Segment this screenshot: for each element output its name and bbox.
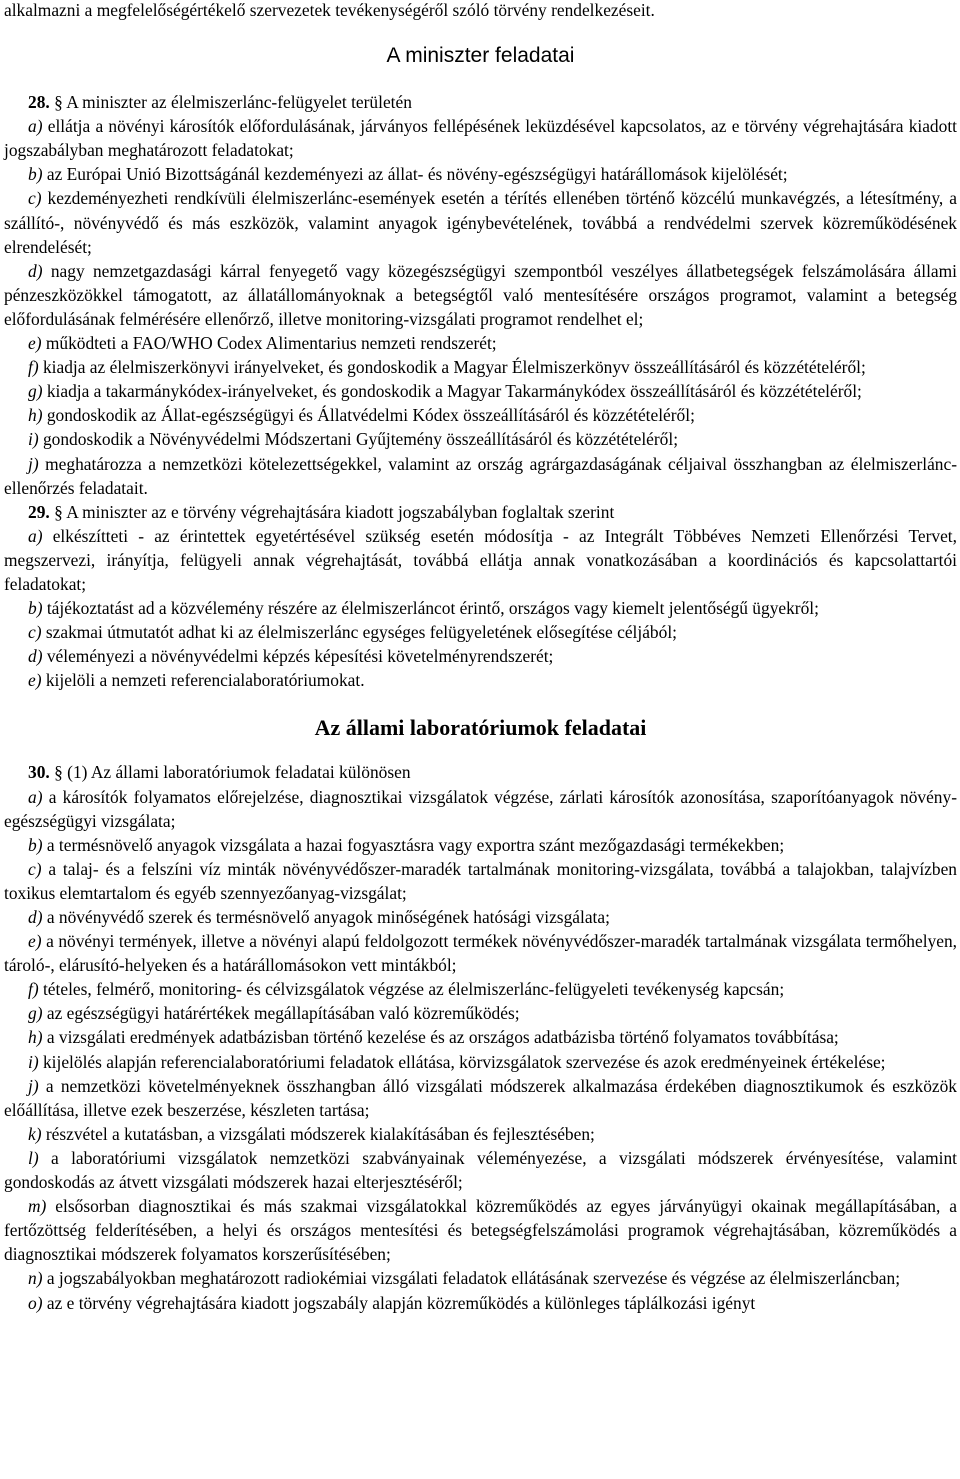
list-item xyxy=(4,1266,957,1290)
list-item-text: ellátja a növényi károsítók előfordulásának, járványos fellépésének leküzdésével kapcsolatos, az e törvény végrehajtására kiadott jogszabályban meghatározott feladatokat; xyxy=(4,116,957,161)
list-item-label: l) xyxy=(28,1147,39,1168)
list-item-text: nagy nemzetgazdasági kárral fenyegető vagy közegészségügyi szempontból veszélyes állatbetegségek felszámolására állami pénzeszközökkel támogatott, az állatállományoknak a betegségtől való mentesítésére országos programot, valamint a betegség előfordulásának felmérésére ellenőrző, illetve monitoring-vizsgálati programot rendelhet el; xyxy=(4,260,957,329)
section-28 xyxy=(4,90,957,500)
list-item-text: az egészségügyi határértékek megállapításában való közreműködés; xyxy=(42,1003,520,1024)
section-29 xyxy=(4,500,957,693)
list-item xyxy=(4,403,957,427)
list-item-label: g) xyxy=(28,1003,43,1024)
list-item-label: g) xyxy=(28,381,43,402)
section-heading-line xyxy=(4,760,957,784)
list-item xyxy=(4,833,957,857)
list-item xyxy=(4,977,957,1001)
list-item xyxy=(4,1074,957,1122)
list-item xyxy=(4,379,957,403)
list-item-text: tételes, felmérő, monitoring- és célvizsgálatok végzése az élelmiszerlánc-felügyeleti tevékenység kapcsán; xyxy=(38,979,785,1000)
list-item-label: e) xyxy=(28,670,42,691)
list-item-label: f) xyxy=(28,979,39,1000)
section-number: 28. xyxy=(28,92,50,113)
list-item-text: kijelöli a nemzeti referencialaboratóriumokat. xyxy=(41,670,365,691)
list-item-text: a talaj- és a felszíni víz minták növényvédőszer-maradék tartalmának monitoring-vizsgálata, továbbá a talajokban, talajvízben toxikus elemtartalom és egyéb szennyezőanyag-vizsgálat; xyxy=(4,858,957,903)
list-item-text: kiadja a takarmánykódex-irányelveket, és gondoskodik a Magyar Takarmánykódex összeállításáról és közzétételéről; xyxy=(42,381,862,402)
list-item xyxy=(4,1001,957,1025)
section-number: 29. xyxy=(28,501,50,522)
list-item-label: b) xyxy=(28,164,43,185)
list-item-text: a nemzetközi követelményeknek összhangban álló vizsgálati módszerek alkalmazása érdekében diagnosztikumok és eszközök előállítása, illetve ezek beszerzése, készleten tartása; xyxy=(4,1075,957,1120)
list-item xyxy=(4,1194,957,1266)
list-item-text: kezdeményezheti rendkívüli élelmiszerlánc-események esetén a térítés ellenében történő közcélú munkavégzés, a létesítmény, a szállító-, növényvédő és más eszközök, valamint anyagok igénybevételének, továbbá a rendvédelmi szervek közreműködésének elrendelését; xyxy=(4,188,957,257)
list-item-label: j) xyxy=(28,453,39,474)
list-item-text: gondoskodik az Állat-egészségügyi és Állatvédelmi Kódex összeállításáról és közzétételéről; xyxy=(42,405,695,426)
list-item-label: n) xyxy=(28,1268,43,1289)
section-heading-line xyxy=(4,90,957,114)
list-item-label: i) xyxy=(28,1051,39,1072)
list-item xyxy=(4,524,957,596)
list-item-text: az e törvény végrehajtására kiadott jogszabály alapján közreműködés a különleges táplálkozási igényt xyxy=(42,1292,756,1313)
list-item-label: f) xyxy=(28,357,39,378)
list-item-text: elkészítteti - az érintettek egyetértésével szükség esetén módosítja - az Integrált Többéves Nemzeti Ellenőrzési Tervet, megszervezi, irányítja, felügyeli annak végrehajtását, továbbá ellátja annak vonatkozásában a koordinációs és kapcsolattartói feladatokat; xyxy=(4,525,957,594)
list-item xyxy=(4,668,957,692)
heading-minister-tasks: A miniszter feladatai xyxy=(386,44,575,68)
list-item xyxy=(4,259,957,331)
list-item-label: c) xyxy=(28,622,42,643)
list-item-label: k) xyxy=(28,1123,42,1144)
list-item-label: b) xyxy=(28,598,43,619)
list-item-text: tájékoztatást ad a közvélemény részére az élelmiszerláncot érintő, országos vagy kiemelt jelentőségű ügyekről; xyxy=(42,598,819,619)
list-item-label: e) xyxy=(28,931,42,952)
section-intro-text: A miniszter az élelmiszerlánc-felügyelet területén xyxy=(62,92,412,113)
list-item-label: a) xyxy=(28,116,43,137)
heading-state-laboratories: Az állami laboratóriumok feladatai xyxy=(314,715,647,741)
list-item-label: j) xyxy=(28,1075,39,1096)
list-item xyxy=(4,452,957,500)
section-heading-line xyxy=(4,500,957,524)
list-item-text: a vizsgálati eredmények adatbázisban történő kezelése és az országos adatbázisba történő folyamatos továbbítása; xyxy=(42,1027,839,1048)
list-item-text: kiadja az élelmiszerkönyvi irányelveket, és gondoskodik a Magyar Élelmiszerkönyv összeállításáról és közzétételéről; xyxy=(38,357,866,378)
section-intro-text: A miniszter az e törvény végrehajtására kiadott jogszabályban foglaltak szerint xyxy=(62,501,615,522)
section-number: 30. xyxy=(28,762,50,783)
list-item-text: elsősorban diagnosztikai és más szakmai vizsgálatokkal közreműködés az egyes járványügyi okainak megállapításában, a fertőzöttség felderítésében, a helyi és országos mentesítési és betegségfelszámolási programok végrehajtásában, közreműködés a diagnosztikai módszerek folyamatos korszerűsítésében; xyxy=(4,1196,957,1265)
list-item xyxy=(4,905,957,929)
list-item xyxy=(4,186,957,258)
list-item-text: az Európai Unió Bizottságánál kezdeményezi az állat- és növény-egészségügyi határállomások kijelölését; xyxy=(42,164,788,185)
list-item xyxy=(4,331,957,355)
list-item xyxy=(4,620,957,644)
section-sign: § xyxy=(54,92,63,113)
list-item-text: a laboratóriumi vizsgálatok nemzetközi szabványainak véleményezése, a vizsgálati módszerek érvényesítése, valamint gondoskodás az átvett vizsgálati módszerek hazai elterjesztéséről; xyxy=(4,1147,957,1193)
list-item xyxy=(4,1122,957,1146)
list-item-label: e) xyxy=(28,333,42,354)
list-item-label: m) xyxy=(28,1196,47,1217)
section-30 xyxy=(4,760,957,1314)
list-item xyxy=(4,1291,957,1315)
list-item xyxy=(4,1025,957,1049)
list-item-label: i) xyxy=(28,429,39,450)
list-item-text: véleményezi a növényvédelmi képzés képesítési követelményrendszerét; xyxy=(42,646,554,667)
list-item-text: működteti a FAO/WHO Codex Alimentarius nemzeti rendszerét; xyxy=(41,333,497,354)
list-item-label: b) xyxy=(28,834,43,855)
list-item-text: gondoskodik a Növényvédelmi Módszertani Gyűjtemény összeállításáról és közzétételéről; xyxy=(38,429,679,450)
list-item-label: c) xyxy=(28,858,42,879)
list-item xyxy=(4,427,957,451)
list-item-text: részvétel a kutatásban, a vizsgálati módszerek kialakításában és fejlesztésében; xyxy=(41,1123,595,1144)
document-page xyxy=(4,0,957,1315)
list-item xyxy=(4,355,957,379)
list-item-label: h) xyxy=(28,1027,43,1048)
list-item-text: meghatározza a nemzetközi kötelezettségekkel, valamint az ország agrárgazdaságának céljaival összhangban az élelmiszerlánc-ellenőrzés feladatait. xyxy=(4,453,957,498)
intro-line: alkalmazni a megfelelőségértékelő szervezetek tevékenységéről szóló törvény rendelkezéseit. xyxy=(4,0,655,20)
list-item xyxy=(4,596,957,620)
list-item-label: d) xyxy=(28,907,43,927)
list-item xyxy=(4,857,957,905)
list-item-label: a) xyxy=(28,786,43,807)
list-item-text: a termésnövelő anyagok vizsgálata a hazai fogyasztásra vagy exportra szánt mezőgazdasági termékekben; xyxy=(42,834,785,855)
list-item-text: kijelölés alapján referencialaboratóriumi feladatok ellátása, körvizsgálatok szervezése és azok eredményeinek értékelése; xyxy=(38,1051,886,1072)
list-item-label: d) xyxy=(28,260,43,281)
list-item xyxy=(4,1050,957,1074)
list-item-text: a növényvédő szerek és termésnövelő anyagok minőségének hatósági vizsgálata; xyxy=(42,907,610,927)
list-item xyxy=(4,114,957,162)
list-item-label: a) xyxy=(28,525,43,546)
list-item-text: a jogszabályokban meghatározott radiokémiai vizsgálati feladatok ellátásának szervezése és végzése az élelmiszerláncban; xyxy=(42,1268,901,1289)
list-item-label: h) xyxy=(28,405,43,426)
section-sign: § xyxy=(54,501,63,522)
list-item-text: szakmai útmutatót adhat ki az élelmiszerlánc egységes felügyeletének elősegítése céljából; xyxy=(41,622,677,643)
list-item xyxy=(4,929,957,977)
list-item-text: a károsítók folyamatos előrejelzése, diagnosztikai vizsgálatok végzése, zárlati károsítók azonosítása, szaporítóanyagok növény-egészségügyi vizsgálata; xyxy=(4,786,957,831)
section-intro-text: (1) Az állami laboratóriumok feladatai különösen xyxy=(62,762,411,783)
list-item-text: a növényi termények, illetve a növényi alapú feldolgozott termékek növényvédőszer-maradék tartalmának vizsgálata termőhelyen, tároló-, elárusító-helyeken és a határállomásokon vett mintákból; xyxy=(4,931,957,976)
list-item-label: o) xyxy=(28,1292,43,1313)
section-sign: § xyxy=(54,762,63,783)
list-item-label: d) xyxy=(28,646,43,667)
list-item xyxy=(4,644,957,668)
list-item-label: c) xyxy=(28,188,42,209)
list-item xyxy=(4,162,957,186)
list-item xyxy=(4,1146,957,1194)
list-item xyxy=(4,785,957,833)
